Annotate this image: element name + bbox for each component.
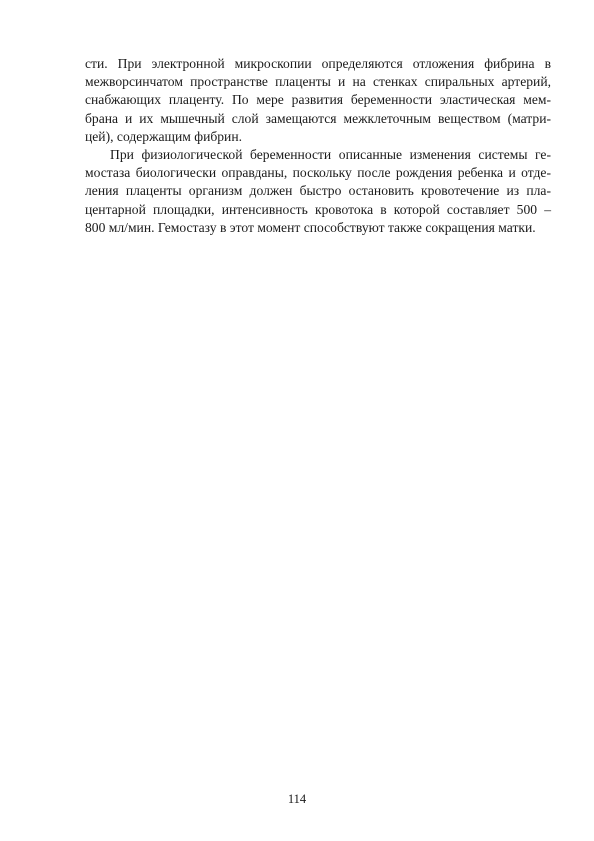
text-line: межворсинчатом пространстве плаценты и на стенках спиральных артерий, bbox=[85, 74, 551, 90]
body-text bbox=[85, 55, 551, 237]
page-number: 114 bbox=[287, 792, 307, 806]
text-line: цей), содержащим фибрин. bbox=[85, 128, 243, 144]
text-line: центарной площадки, интенсивность кровотока в которой составляет 500 – bbox=[85, 201, 551, 217]
text-line: ления плаценты организм должен быстро остановить кровотечение из пла- bbox=[85, 183, 551, 199]
text-line: 800 мл/мин. Гемостазу в этот момент способствуют также сокращения матки. bbox=[85, 219, 536, 235]
text-line: мостаза биологически оправданы, поскольку после рождения ребенка и отде- bbox=[85, 165, 551, 181]
text-line: При физиологической беременности описанные изменения системы ге- bbox=[110, 146, 551, 162]
paragraph-1 bbox=[85, 55, 551, 146]
text-line: сти. При электронной микроскопии определяются отложения фибрина в bbox=[85, 56, 551, 71]
text-line: брана и их мышечный слой замещаются межклеточным веществом (матри- bbox=[85, 110, 551, 126]
paragraph-2 bbox=[85, 146, 551, 237]
text-line: снабжающих плаценту. По мере развития беременности эластическая мем- bbox=[85, 92, 551, 108]
